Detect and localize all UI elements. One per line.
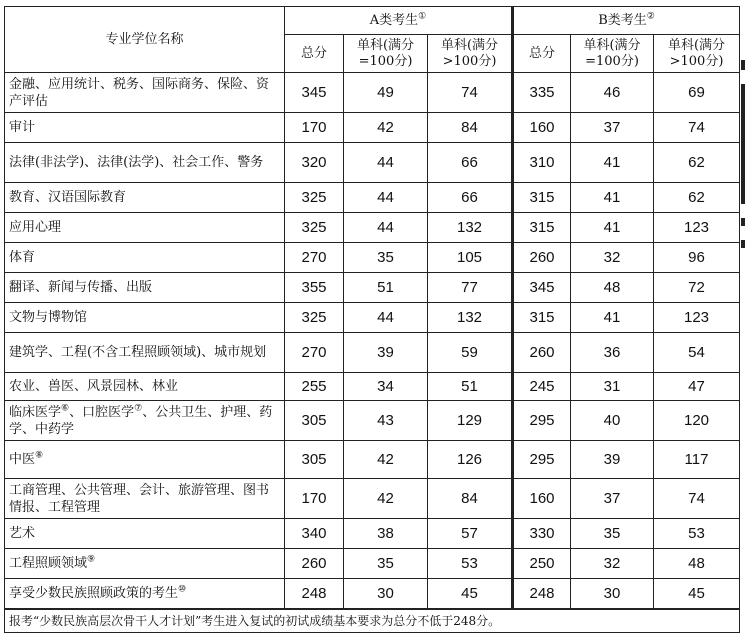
b-single-gt100-cell: 74 [654, 479, 740, 519]
b-total-cell: 260 [513, 243, 571, 273]
a-single-100-cell: 42 [344, 113, 428, 143]
b-single-gt100-cell: 48 [654, 549, 740, 579]
b-total-header: 总分 [513, 35, 571, 73]
b-total-cell: 310 [513, 143, 571, 183]
b-single-gt100-cell: 69 [654, 73, 740, 113]
table-row [5, 273, 740, 303]
a-single-100-cell: 44 [344, 143, 428, 183]
b-total-cell: 260 [513, 333, 571, 373]
major-name-cell: 艺术 [5, 519, 285, 549]
table-row [5, 479, 740, 519]
table-row [5, 401, 740, 441]
a-total-cell: 325 [285, 183, 344, 213]
b-single-100-cell: 41 [571, 143, 654, 183]
b-single-gt100-cell: 47 [654, 373, 740, 401]
a-single-100-cell: 51 [344, 273, 428, 303]
major-name-cell [5, 579, 285, 609]
b-total-cell: 295 [513, 441, 571, 479]
footnote-mark: ⑩ [178, 584, 187, 595]
a-single-gt100-cell: 132 [428, 303, 513, 333]
b-single-gt100-cell: 117 [654, 441, 740, 479]
b-single-100-cell: 41 [571, 213, 654, 243]
a-single-gt100-cell: 105 [428, 243, 513, 273]
b-total-cell: 245 [513, 373, 571, 401]
major-name-part: 、口腔医学 [69, 404, 135, 420]
major-name-cell: 应用心理 [5, 213, 285, 243]
a-single-gt100-cell: 132 [428, 213, 513, 243]
b-total-cell: 295 [513, 401, 571, 441]
a-total-cell: 270 [285, 243, 344, 273]
footnote-mark: ⑥ [61, 403, 70, 414]
table-row [5, 333, 740, 373]
a-total-cell: 170 [285, 113, 344, 143]
a-single-gt100-cell: 57 [428, 519, 513, 549]
table-row [5, 113, 740, 143]
b-total-cell: 330 [513, 519, 571, 549]
footnote-mark: ⑧ [35, 450, 44, 461]
a-single-gt100-cell: 59 [428, 333, 513, 373]
group-a-header [285, 7, 513, 35]
major-name-cell [5, 441, 285, 479]
b-single-gt100-cell: 62 [654, 183, 740, 213]
major-name-cell: 金融、应用统计、税务、国际商务、保险、资产评估 [5, 73, 285, 113]
b-single-100-cell: 37 [571, 479, 654, 519]
b-single-gt100-cell: 53 [654, 519, 740, 549]
b-single-gt100-cell: 96 [654, 243, 740, 273]
b-single-100-header: 单科(满分=100分) [571, 35, 654, 73]
footnote-mark: ⑨ [87, 554, 96, 565]
table-row [5, 303, 740, 333]
a-single-gt100-cell: 126 [428, 441, 513, 479]
major-name-cell: 文物与博物馆 [5, 303, 285, 333]
score-table-container [4, 6, 739, 633]
table-row [5, 441, 740, 479]
b-single-gt100-cell: 45 [654, 579, 740, 609]
a-single-100-cell: 39 [344, 333, 428, 373]
a-total-header: 总分 [285, 35, 344, 73]
group-b-header [513, 7, 740, 35]
major-name-cell: 体育 [5, 243, 285, 273]
a-single-100-cell: 42 [344, 479, 428, 519]
a-single-100-cell: 42 [344, 441, 428, 479]
a-total-cell: 320 [285, 143, 344, 183]
b-total-cell: 160 [513, 479, 571, 519]
group-b-label: B类考生 [598, 12, 647, 28]
table-row [5, 213, 740, 243]
b-total-cell: 315 [513, 303, 571, 333]
edge-mark [741, 240, 745, 248]
a-single-gt100-cell: 66 [428, 183, 513, 213]
a-single-100-cell: 35 [344, 243, 428, 273]
a-single-100-cell: 49 [344, 73, 428, 113]
b-single-100-cell: 39 [571, 441, 654, 479]
table-row [5, 73, 740, 113]
b-single-100-cell: 41 [571, 303, 654, 333]
b-single-100-cell: 37 [571, 113, 654, 143]
a-single-gt100-cell: 66 [428, 143, 513, 183]
a-total-cell: 270 [285, 333, 344, 373]
a-single-100-header: 单科(满分=100分) [344, 35, 428, 73]
b-single-gt100-cell: 74 [654, 113, 740, 143]
major-name-cell: 工商管理、公共管理、会计、旅游管理、图书情报、工程管理 [5, 479, 285, 519]
b-total-cell: 248 [513, 579, 571, 609]
b-single-gt100-cell: 54 [654, 333, 740, 373]
a-single-gt100-cell: 53 [428, 549, 513, 579]
major-name-text: 享受少数民族照顾政策的考生 [9, 585, 179, 601]
b-single-gt100-cell: 72 [654, 273, 740, 303]
b-single-100-cell: 41 [571, 183, 654, 213]
major-column-header: 专业学位名称 [5, 7, 285, 73]
major-name-cell [5, 549, 285, 579]
a-single-100-cell: 34 [344, 373, 428, 401]
a-total-cell: 325 [285, 213, 344, 243]
score-requirements-table [4, 6, 740, 633]
table-row [5, 373, 740, 401]
a-single-gt100-header: 单科(满分>100分) [428, 35, 513, 73]
a-single-gt100-cell: 51 [428, 373, 513, 401]
a-single-gt100-cell: 45 [428, 579, 513, 609]
a-total-cell: 248 [285, 579, 344, 609]
table-row [5, 579, 740, 609]
b-single-gt100-header: 单科(满分>100分) [654, 35, 740, 73]
a-single-gt100-cell: 84 [428, 479, 513, 519]
a-single-gt100-cell: 84 [428, 113, 513, 143]
b-single-gt100-cell: 123 [654, 303, 740, 333]
table-row [5, 243, 740, 273]
footnote-mark: ⑦ [134, 403, 143, 414]
a-total-cell: 355 [285, 273, 344, 303]
b-single-100-cell: 35 [571, 519, 654, 549]
b-single-100-cell: 32 [571, 549, 654, 579]
major-name-cell: 法律(非法学)、法律(法学)、社会工作、警务 [5, 143, 285, 183]
b-total-cell: 335 [513, 73, 571, 113]
a-total-cell: 305 [285, 441, 344, 479]
edge-mark [741, 84, 745, 204]
a-total-cell: 170 [285, 479, 344, 519]
major-name-part: 临床医学 [9, 404, 62, 420]
major-name-cell: 农业、兽医、风景园林、林业 [5, 373, 285, 401]
b-single-100-cell: 36 [571, 333, 654, 373]
a-total-cell: 340 [285, 519, 344, 549]
a-single-100-cell: 44 [344, 183, 428, 213]
major-name-cell: 教育、汉语国际教育 [5, 183, 285, 213]
a-total-cell: 325 [285, 303, 344, 333]
table-row [5, 143, 740, 183]
a-single-gt100-cell: 77 [428, 273, 513, 303]
b-single-100-cell: 40 [571, 401, 654, 441]
b-total-cell: 345 [513, 273, 571, 303]
major-name-cell: 审计 [5, 113, 285, 143]
page-edge-marks [741, 60, 745, 520]
a-total-cell: 260 [285, 549, 344, 579]
a-single-100-cell: 44 [344, 213, 428, 243]
footnote-row [5, 609, 740, 633]
b-total-cell: 315 [513, 183, 571, 213]
table-row [5, 549, 740, 579]
b-total-cell: 250 [513, 549, 571, 579]
a-single-gt100-cell: 129 [428, 401, 513, 441]
group-a-label: A类考生 [369, 12, 419, 28]
a-single-100-cell: 44 [344, 303, 428, 333]
a-single-100-cell: 30 [344, 579, 428, 609]
b-single-100-cell: 46 [571, 73, 654, 113]
b-single-100-cell: 32 [571, 243, 654, 273]
a-single-100-cell: 43 [344, 401, 428, 441]
b-single-gt100-cell: 120 [654, 401, 740, 441]
b-total-cell: 160 [513, 113, 571, 143]
major-name-cell: 建筑学、工程(不含工程照顾领域)、城市规划 [5, 333, 285, 373]
b-single-100-cell: 30 [571, 579, 654, 609]
b-single-100-cell: 31 [571, 373, 654, 401]
a-total-cell: 255 [285, 373, 344, 401]
b-single-gt100-cell: 62 [654, 143, 740, 183]
table-row [5, 183, 740, 213]
group-a-footnote-mark: ① [418, 11, 427, 22]
b-total-cell: 315 [513, 213, 571, 243]
a-total-cell: 305 [285, 401, 344, 441]
b-single-100-cell: 48 [571, 273, 654, 303]
a-single-100-cell: 35 [344, 549, 428, 579]
edge-mark [741, 60, 745, 70]
a-single-gt100-cell: 74 [428, 73, 513, 113]
a-total-cell: 345 [285, 73, 344, 113]
b-single-gt100-cell: 123 [654, 213, 740, 243]
group-b-footnote-mark: ② [646, 11, 655, 22]
table-row [5, 519, 740, 549]
footnote-text: 报考“少数民族高层次骨干人才计划”考生进入复试的初试成绩基本要求为总分不低于248分。 [5, 609, 740, 633]
major-name-text: 工程照顾领域 [9, 556, 88, 571]
major-name-text: 中医 [9, 452, 36, 467]
major-name-cell [5, 401, 285, 441]
major-name-cell: 翻译、新闻与传播、出版 [5, 273, 285, 303]
edge-mark [741, 218, 745, 226]
a-single-100-cell: 38 [344, 519, 428, 549]
major-name-part: 、公共卫生、护理、药学、中药学 [9, 404, 273, 437]
